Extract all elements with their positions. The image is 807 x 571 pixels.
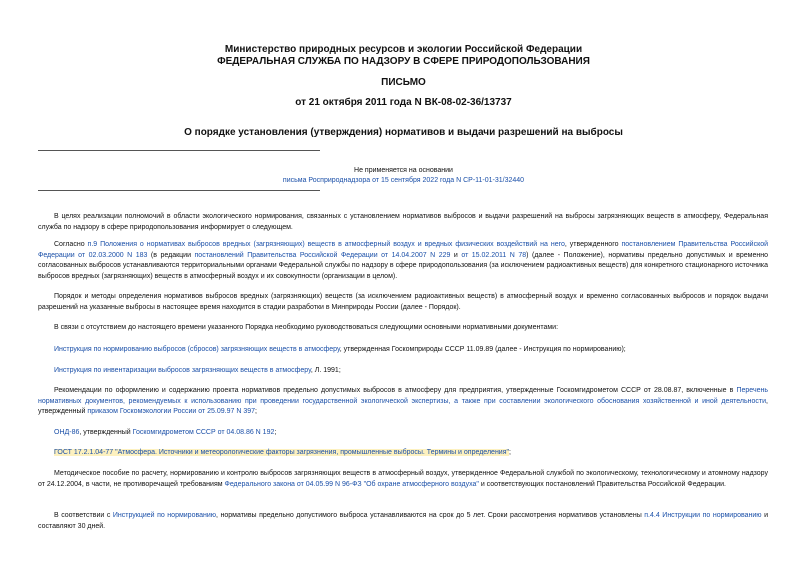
paragraph-6: Инструкция по инвентаризации выбросов загрязняющих веществ в атмосферу, Л. 1991;	[54, 367, 341, 374]
document-title: О порядке установления (утверждения) нормативов и выдачи разрешений на выбросы	[184, 127, 623, 138]
link-gost-17-2-1-04-77[interactable]: ГОСТ 17.2.1.04-77 "Атмосфера. Источники и метеорологические факторы загрязнения, промышленные выбросы. Термины и определения"	[54, 449, 509, 456]
link-instruction-norming-3[interactable]: Инструкции по нормированию	[662, 512, 762, 519]
link-resolution-229[interactable]: постановлений Правительства Российской Федерации от 14.04.2007 N 229	[194, 251, 451, 259]
link-normative-list[interactable]: Перечень нормативных документов, рекомендуемых к использованию при проведении государственной экологической экспертизы, а также при составлении экологического обоснования хозяйственной и иной деятельности	[38, 387, 768, 405]
paragraph-8: ОНД-86, утвержденный Госкомгидрометом СССР от 04.08.86 N 192;	[54, 429, 277, 436]
link-federal-law-96[interactable]: Федерального закона от 04.05.99 N 96-ФЗ "Об охране атмосферного воздуха"	[224, 480, 479, 488]
ministry-name: Министерство природных ресурсов и экологии Российской Федерации	[224, 44, 583, 55]
document-date-number: от 21 октября 2011 года N ВК-08-02-36/13737	[295, 97, 512, 108]
link-resolution-183[interactable]: постановлением Правительства Российской Федерации от 02.03.2000 N 183	[38, 241, 769, 259]
link-ond-86[interactable]: ОНД-86	[54, 429, 80, 436]
paragraph-2: Согласно п.9 Положения о нормативах выбросов вредных (загрязняющих) веществ в атмосферный воздух и вредных физических воздействий на него, утвержденного постановлением Правительства Российской Федерации от 02.03.2000 N 183 (в редакции постановлений Правительства Российской Федерации от 14.04.2007 N 229 и от 15.02.2011 N 78) (далее - Положение), нормативы предельно допустимых и временно согласованных выбросов устанавливаются территориальными органами Федеральной службы по надзору в сфере природопользования (за исключением радиоактивных веществ) для конкретного стационарного источника выбросов вредных (загрязняющих) веществ в атмосферный воздух и их совокупности (организации в целом).	[38, 241, 769, 280]
paragraph-11: В соответствии с Инструкцией по нормированию, нормативы предельно допустимого выброса устанавливаются на срок до 5 лет. Сроки рассмотрения нормативов установлены п.4.4 Инструкции по нормированию и составляют 30 дней.	[38, 512, 769, 530]
separator-bottom	[38, 190, 320, 191]
link-goskomgidromet-192[interactable]: Госкомгидрометом СССР от 04.08.86 N 192	[132, 429, 275, 436]
document-type: ПИСЬМО	[381, 77, 426, 88]
link-instruction-inventory[interactable]: Инструкция по инвентаризации выбросов загрязняющих веществ в атмосферу	[54, 367, 311, 374]
link-order-397[interactable]: приказом Госкомэкологии России от 25.09.97 N 397	[87, 408, 255, 415]
link-p9[interactable]: п.9	[87, 241, 98, 248]
link-regulation-position[interactable]: Положения о нормативах выбросов вредных (загрязняющих) веществ в атмосферный воздух и вредных физических воздействий на него	[100, 241, 565, 248]
paragraph-1: В целях реализации полномочий в области экологического нормирования, связанных с установлением нормативов выбросов и выдачи разрешений на выбросы загрязняющих веществ в атмосферу, Федеральная служба по надзору в сфере природопользования информирует о следующем.	[38, 213, 768, 231]
link-instruction-norming-2[interactable]: Инструкцией по нормированию	[112, 512, 217, 519]
link-instruction-norming[interactable]: Инструкция по нормированию выбросов (сбросов) загрязняющих веществ в атмосферу	[54, 346, 340, 353]
paragraph-3: Порядок и методы определения нормативов выбросов вредных (загрязняющих) веществ (за исключением радиоактивных веществ) в атмосферный воздух и временно согласованных выбросов и порядок выдачи разрешений на указанные выбросы в настоящее время находится в стадии разработки в Минприроды России (далее - Порядок).	[38, 293, 768, 311]
paragraph-10: Методическое пособие по расчету, нормированию и контролю выбросов загрязняющих веществ в атмосферный воздух, утвержденное Федеральной службой по экологическому, технологическому и атомному надзору от 24.12.2004, в части, не противоречащей требованиям Федерального закона от 04.05.99 N 96-ФЗ "Об охране атмосферного воздуха" и соответствующих постановлений Правительства Российской Федерации.	[38, 470, 768, 488]
service-name: ФЕДЕРАЛЬНАЯ СЛУЖБА ПО НАДЗОРУ В СФЕРЕ ПРИРОДОПОЛЬЗОВАНИЯ	[217, 56, 590, 67]
paragraph-7: Рекомендации по оформлению и содержанию проекта нормативов предельно допустимых выбросов в атмосферу для предприятия, утвержденные Госкомгидрометом СССР от 28.08.87, включенные в Перечень нормативных документов, рекомендуемых к использованию при проведении государственной экологической экспертизы, а также при составлении экологического обоснования хозяйственной и иной деятельности, утвержденный приказом Госкомэкологии России от 25.09.97 N 397;	[38, 387, 768, 415]
link-p4-4[interactable]: п.4.4	[644, 512, 660, 519]
status-note-link[interactable]: письма Росприроднадзора от 15 сентября 2022 года N СР-11-01-31/32440	[282, 177, 525, 184]
link-resolution-78[interactable]: от 15.02.2011 N 78	[461, 251, 527, 259]
paragraph-9: ГОСТ 17.2.1.04-77 "Атмосфера. Источники и метеорологические факторы загрязнения, промышленные выбросы. Термины и определения";	[54, 449, 511, 456]
status-note-text: Не применяется на основании	[354, 167, 453, 174]
separator-top	[38, 150, 320, 151]
paragraph-5: Инструкция по нормированию выбросов (сбросов) загрязняющих веществ в атмосферу, утвержденная Госкомприроды СССР 11.09.89 (далее - Инструкция по нормированию);	[54, 346, 626, 353]
paragraph-4: В связи с отсутствием до настоящего времени указанного Порядка необходимо руководствоваться следующими основными нормативными документами:	[54, 324, 559, 331]
